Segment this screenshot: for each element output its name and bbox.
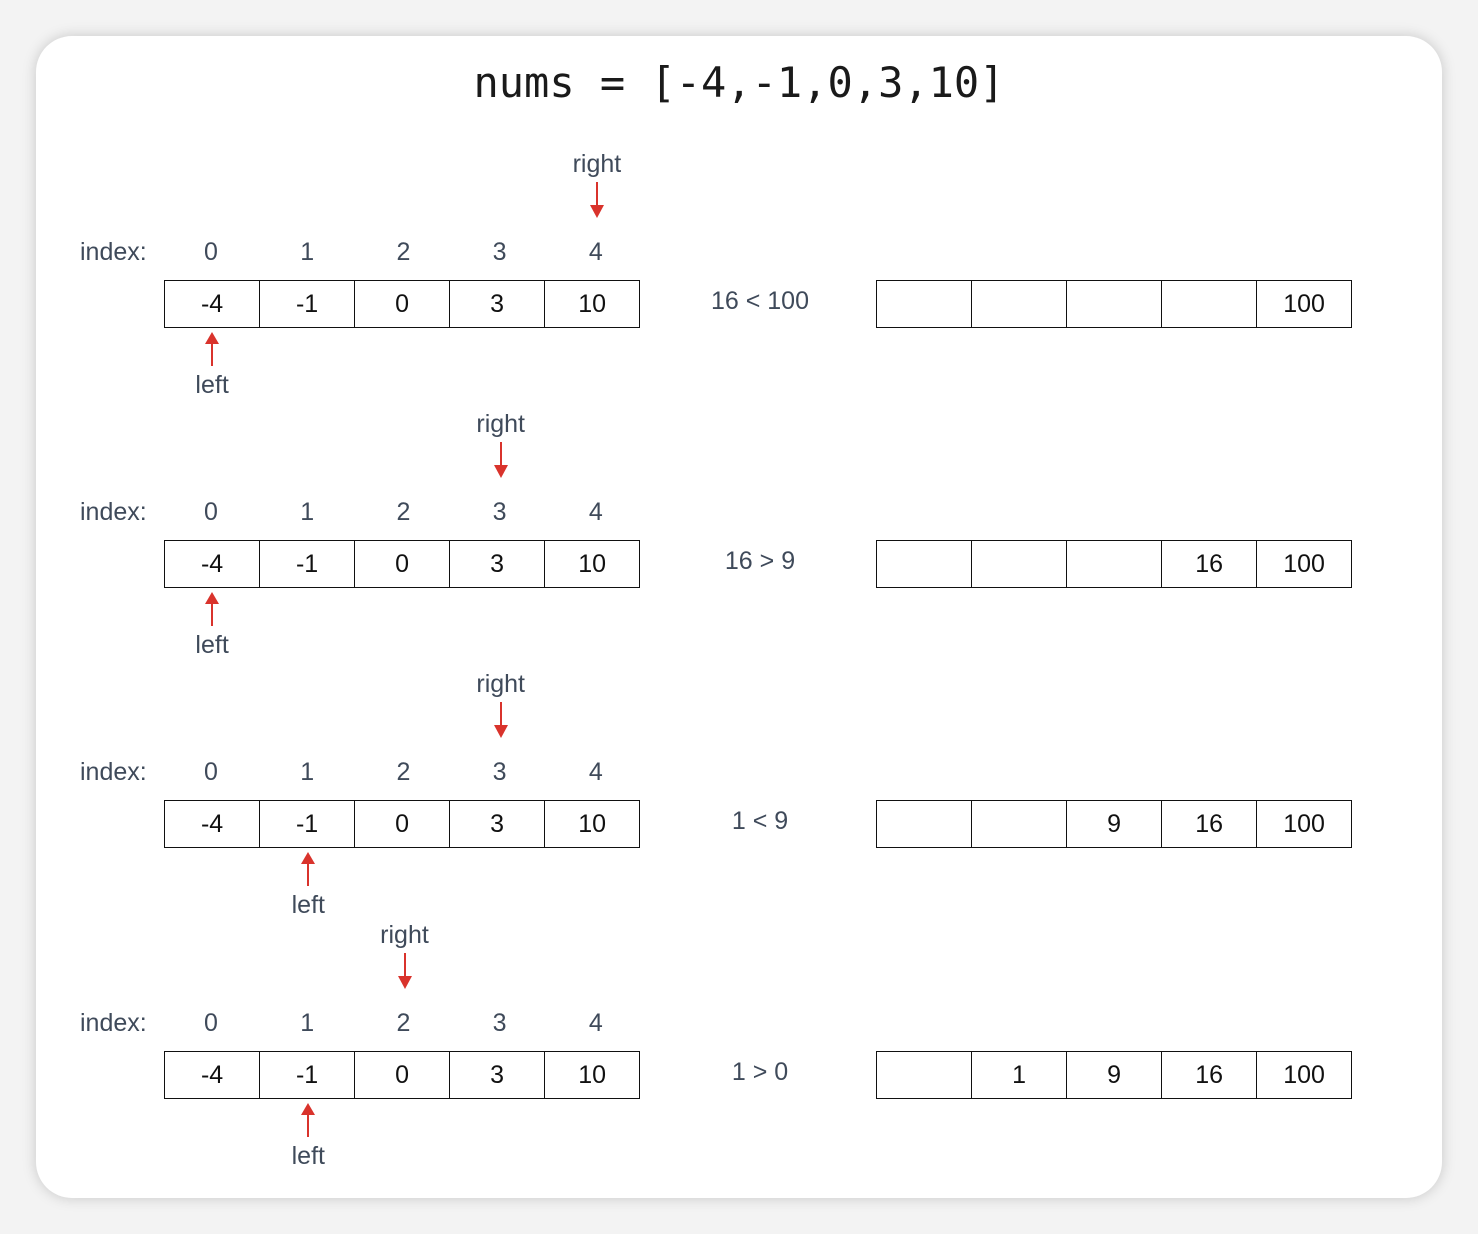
result-cell (1066, 540, 1162, 588)
right-pointer-arrow-icon (395, 952, 415, 990)
nums-cell: 0 (354, 280, 450, 328)
index-number: 4 (588, 238, 603, 266)
nums-array (164, 1051, 640, 1099)
index-label: index: (80, 498, 147, 526)
index-number: 0 (204, 1009, 218, 1037)
index-number: 2 (396, 758, 411, 786)
index-number: 2 (396, 1009, 411, 1037)
right-pointer-arrow-icon (587, 181, 607, 219)
index-number: 3 (492, 758, 507, 786)
nums-cell: 10 (544, 540, 640, 588)
nums-cell: 0 (354, 1051, 450, 1099)
diagram-title: nums = [-4,-1,0,3,10] (473, 58, 1005, 107)
result-cell (876, 280, 972, 328)
index-number: 1 (300, 758, 315, 786)
nums-cell: 0 (354, 800, 450, 848)
nums-cell: 3 (449, 800, 545, 848)
index-number: 0 (204, 498, 218, 526)
result-array (876, 540, 1352, 588)
nums-array (164, 280, 640, 328)
index-label: index: (80, 238, 147, 266)
nums-cell: 3 (449, 540, 545, 588)
index-number: 0 (204, 238, 218, 266)
result-cell (1066, 280, 1162, 328)
result-cell (1161, 280, 1257, 328)
result-cell: 100 (1256, 1051, 1352, 1099)
right-pointer-label: right (476, 670, 526, 698)
left-pointer-label: left (291, 891, 325, 919)
result-cell (876, 800, 972, 848)
left-pointer-label: left (195, 631, 229, 659)
result-array (876, 800, 1352, 848)
nums-cell: -4 (164, 280, 260, 328)
result-cell: 100 (1256, 540, 1352, 588)
index-number: 1 (300, 1009, 315, 1037)
right-pointer-label: right (476, 410, 526, 438)
result-cell (971, 800, 1067, 848)
result-cell: 16 (1161, 540, 1257, 588)
nums-cell: 0 (354, 540, 450, 588)
nums-cell: -4 (164, 800, 260, 848)
result-cell (876, 1051, 972, 1099)
nums-cell: -1 (259, 280, 355, 328)
left-pointer-arrow-icon (202, 331, 222, 367)
index-number: 4 (588, 498, 603, 526)
comparison-text: 1 > 0 (731, 1058, 789, 1086)
right-pointer-label: right (572, 150, 622, 178)
nums-cell: -1 (259, 1051, 355, 1099)
result-cell (971, 540, 1067, 588)
right-pointer-arrow-icon (491, 701, 511, 739)
nums-cell: -1 (259, 540, 355, 588)
result-cell: 16 (1161, 800, 1257, 848)
nums-array (164, 800, 640, 848)
left-pointer-label: left (291, 1142, 325, 1170)
index-number: 2 (396, 498, 411, 526)
index-number: 4 (588, 758, 603, 786)
right-pointer-label: right (380, 921, 429, 949)
left-pointer-label: left (195, 371, 229, 399)
index-number: 3 (492, 1009, 507, 1037)
nums-cell: 3 (449, 280, 545, 328)
result-cell: 100 (1256, 280, 1352, 328)
nums-cell: -4 (164, 1051, 260, 1099)
index-number: 4 (588, 1009, 603, 1037)
index-number: 2 (396, 238, 411, 266)
result-array (876, 280, 1352, 328)
comparison-text: 16 > 9 (724, 547, 796, 575)
index-number: 3 (492, 238, 507, 266)
index-number: 1 (300, 498, 315, 526)
nums-cell: -1 (259, 800, 355, 848)
result-cell (876, 540, 972, 588)
index-label: index: (80, 758, 147, 786)
index-number: 1 (300, 238, 315, 266)
result-cell: 9 (1066, 1051, 1162, 1099)
nums-cell: 10 (544, 280, 640, 328)
left-pointer-arrow-icon (202, 591, 222, 627)
left-pointer-arrow-icon (298, 851, 318, 887)
index-number: 0 (204, 758, 218, 786)
result-cell (971, 280, 1067, 328)
left-pointer-arrow-icon (298, 1102, 318, 1138)
index-number: 3 (492, 498, 507, 526)
result-cell: 16 (1161, 1051, 1257, 1099)
result-cell: 100 (1256, 800, 1352, 848)
result-array (876, 1051, 1352, 1099)
nums-cell: -4 (164, 540, 260, 588)
nums-cell: 10 (544, 1051, 640, 1099)
nums-cell: 3 (449, 1051, 545, 1099)
comparison-text: 1 < 9 (731, 807, 789, 835)
nums-array (164, 540, 640, 588)
comparison-text: 16 < 100 (710, 287, 809, 315)
result-cell: 1 (971, 1051, 1067, 1099)
nums-cell: 10 (544, 800, 640, 848)
right-pointer-arrow-icon (491, 441, 511, 479)
index-label: index: (80, 1009, 147, 1037)
result-cell: 9 (1066, 800, 1162, 848)
